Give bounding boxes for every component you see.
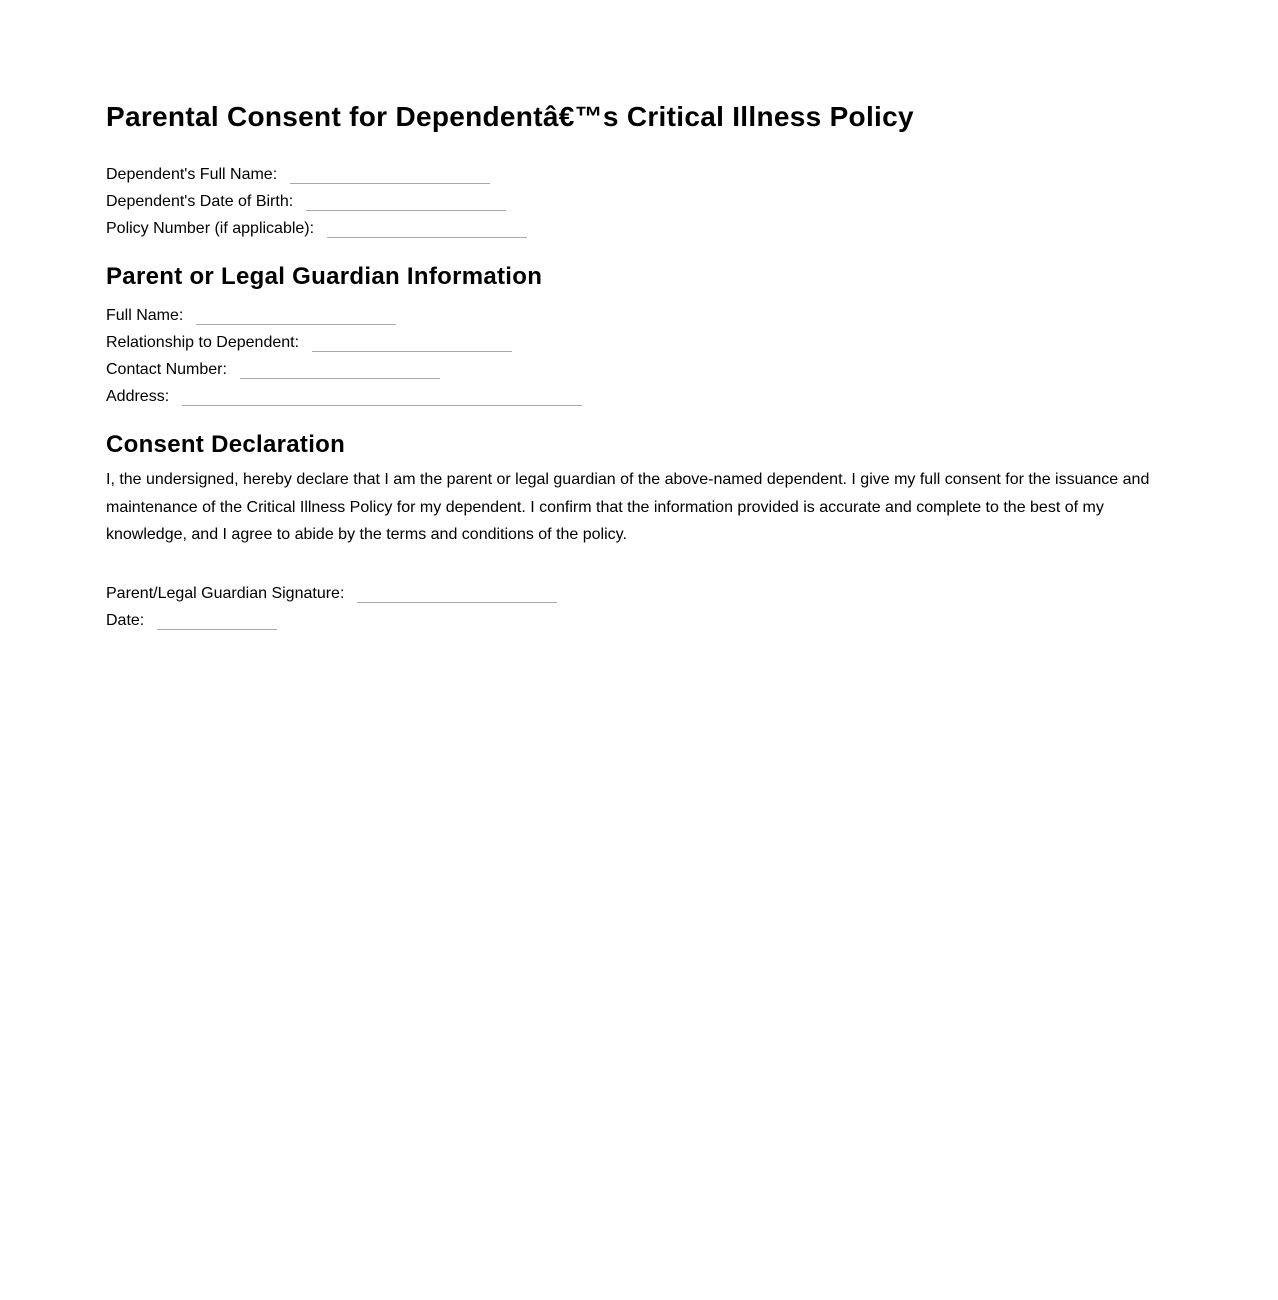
- field-label: Dependent's Full Name:: [106, 166, 278, 183]
- field-label: Contact Number:: [106, 361, 227, 378]
- field-label: Address:: [106, 388, 170, 405]
- dependent-full-name-input-line[interactable]: [290, 183, 490, 184]
- field-label: Date:: [106, 612, 145, 629]
- relationship-field: [106, 326, 512, 353]
- date-input-line[interactable]: [157, 629, 277, 630]
- signature-field: [106, 577, 557, 604]
- guardian-section-heading: Parent or Legal Guardian Information: [106, 263, 543, 290]
- dependent-full-name-field: [106, 158, 490, 185]
- field-label: Parent/Legal Guardian Signature:: [106, 585, 345, 602]
- address-input-line[interactable]: [182, 405, 582, 406]
- relationship-input-line[interactable]: [312, 351, 512, 352]
- field-label: Full Name:: [106, 307, 184, 324]
- field-label: Dependent's Date of Birth:: [106, 193, 294, 210]
- document-title: Parental Consent for Dependentâ€™s Critical Illness Policy: [106, 101, 914, 132]
- field-label: Relationship to Dependent:: [106, 334, 300, 351]
- policy-number-field: [106, 212, 527, 239]
- dependent-dob-field: [106, 185, 506, 212]
- contact-number-input-line[interactable]: [240, 378, 440, 379]
- address-field: [106, 380, 582, 407]
- guardian-full-name-field: [106, 299, 396, 326]
- dependent-dob-input-line[interactable]: [306, 210, 506, 211]
- date-field: [106, 604, 277, 631]
- policy-number-input-line[interactable]: [327, 237, 527, 238]
- consent-section-heading: Consent Declaration: [106, 431, 346, 458]
- contact-number-field: [106, 353, 440, 380]
- field-label: Policy Number (if applicable):: [106, 220, 315, 237]
- consent-paragraph: I, the undersigned, hereby declare that I am the parent or legal guardian of the above-named dependent. I give my full consent for the issuance and maintenance of the Critical Illness Policy for my dependent. I confirm that the information provided is accurate and complete to the best of my knowledge, and I agree to abide by the terms and conditions of the policy.: [106, 471, 1150, 543]
- signature-input-line[interactable]: [357, 602, 557, 603]
- guardian-full-name-input-line[interactable]: [196, 324, 396, 325]
